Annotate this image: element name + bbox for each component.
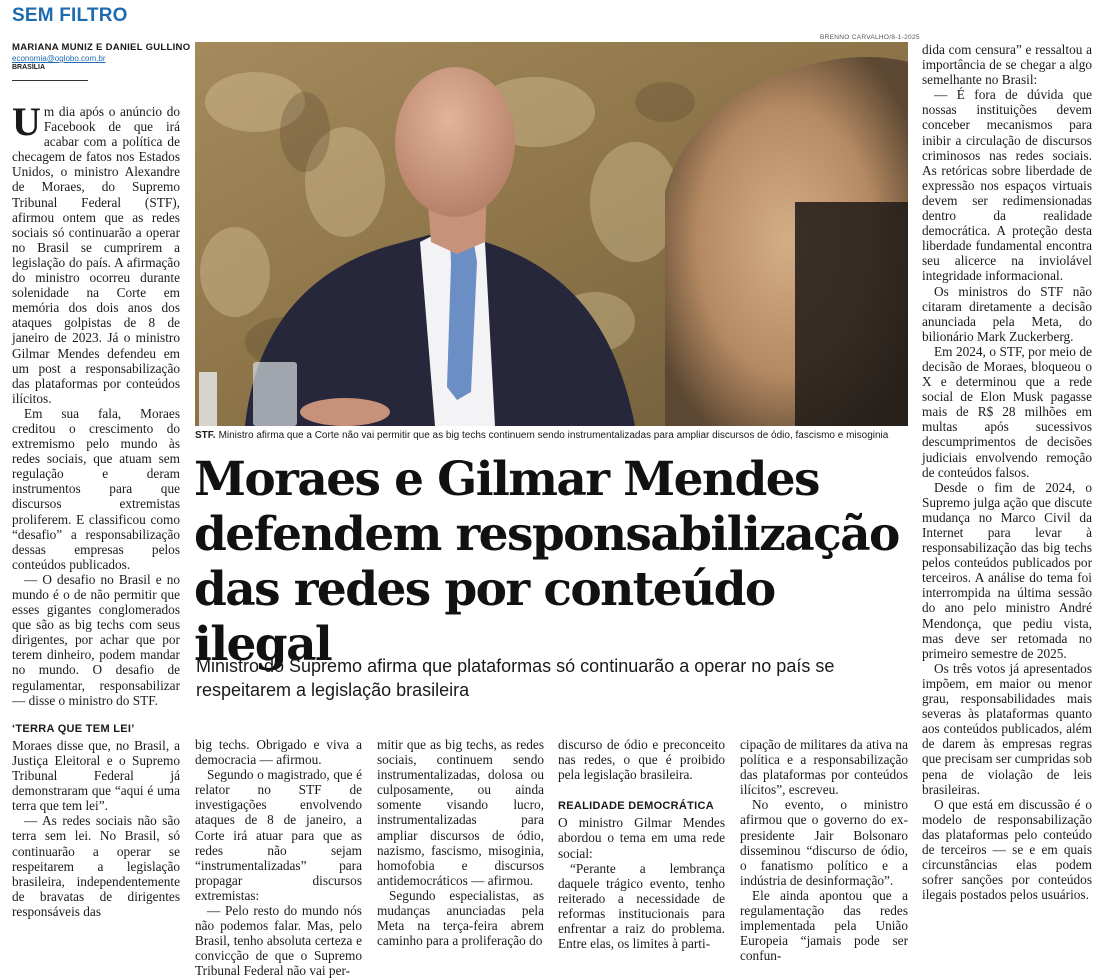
paragraph: — O desafio no Brasil e no mundo é o de não permitir que esses gigantes conglomerados que são as big techs com seus dirigentes, por achar que por terem dinheiro, podem mandar no mundo. O desafio de regulamentar, responsabilizar — disse o ministro do STF. xyxy=(12,571,180,708)
subhead: REALIDADE DEMOCRÁTICA xyxy=(558,800,715,813)
photo-credit: BRENNO CARVALHO/8-1-2025 xyxy=(820,34,920,41)
paragraph: No evento, o ministro afirmou que o governo do ex-presidente Jair Bolsonaro disseminou “discurso de ódio, o fanatismo político e a indústria de desinformação”. xyxy=(740,797,908,888)
caption-text: Ministro afirma que a Corte não vai permitir que as big techs continuem sendo instrumentalizadas para ampliar discursos de ódio, fascismo e misoginia xyxy=(218,430,889,441)
article-column-5 xyxy=(740,737,908,963)
dateline-city: BRASÍLIA xyxy=(12,64,46,71)
lead-paragraph: Um dia após o anúncio do Facebook de que irá acabar com a política de checagem de fatos nos Estados Unidos, o ministro Alexandre de Moraes, do Supremo Tribunal Federal (STF), afirmou ontem que as redes sociais só continuarão a operar no Brasil se cumprirem a legislação do país. A afirmação do ministro ocorreu durante solenidade na Corte em memória dos dois anos dos ataques golpistas de 8 de janeiro de 2023. Já o ministro Gilmar Mendes defendeu em um post a responsabilização das plataformas por conteúdos ilícitos. xyxy=(12,99,180,406)
subhead: ‘TERRA QUE TEM LEI’ xyxy=(12,722,135,735)
paragraph: mitir que as big techs, as redes sociais, continuem sendo instrumentalizadas, dolosa ou culposamente, ou ainda somente visando lucro, instrumentalizadas para ampliar discursos de ódio, nazismo, fascismo, misoginia, homofobia e discursos antidemocráticos — afirmou. xyxy=(377,737,544,888)
paragraph: — É fora de dúvida que nossas instituições devem conceber mecanismos para inibir a circulação de discursos criminosos nas redes sociais. As retóricas sobre liberdade de expressão nos espaços virtuais devem ser redimensionadas dentro da realidade democrática. A proteção desta liberdade fundamental encontra seu alicerce na inviolável integridade informacional. xyxy=(922,87,1092,284)
photo-caption xyxy=(195,430,908,441)
paragraph: “Perante a lembrança daquele trágico evento, tenho reiterado a necessidade de reformas institucionais para enfrentar a raiz do problema. Entre elas, os limites à parti- xyxy=(558,860,725,952)
byline-authors: MARIANA MUNIZ E DANIEL GULLINO xyxy=(12,42,191,53)
article-column-2 xyxy=(195,737,362,979)
paragraph: Segundo especialistas, as mudanças anunciadas pela Meta na terça-feira abrem caminho para a proliferação do xyxy=(377,887,544,949)
caption-label: STF. xyxy=(195,430,216,441)
paragraph: O ministro Gilmar Mendes abordou o tema em uma rede social: xyxy=(558,815,725,861)
author-email-link[interactable]: economia@oglobo.com.br xyxy=(12,54,106,63)
section-title: SEM FILTRO xyxy=(12,5,128,26)
paragraph: discurso de ódio e preconceito nas redes, o que é proibido pela legislação brasileira. xyxy=(558,737,725,783)
paragraph: dida com censura” e ressaltou a importância de se chegar a algo semelhante no Brasil: xyxy=(922,42,1092,88)
article-column-1 xyxy=(12,99,180,919)
paragraph: — Pelo resto do mundo nós não podemos falar. Mas, pelo Brasil, tenho absoluta certeza e convicção de que o Supremo Tribunal Federal não vai per- xyxy=(195,903,362,979)
paragraph: Segundo o magistrado, que é relator no STF de investigações envolvendo ataques de 8 de janeiro, a Corte irá atuar para que as redes não sejam “instrumentalizadas” para propagar discursos extremistas: xyxy=(195,767,362,903)
paragraph: Moraes disse que, no Brasil, a Justiça Eleitoral e o Supremo Tribunal Federal já demonstraram que “aqui é uma terra que tem lei”. xyxy=(12,737,180,814)
paragraph: cipação de militares da ativa na política e a responsabilização das plataformas por conteúdos ilícitos”, escreveu. xyxy=(740,737,908,798)
photo-illustration xyxy=(195,42,908,426)
paragraph: Em 2024, o STF, por meio de decisão de Moraes, bloqueou o X e determinou que a rede social de Elon Musk pagasse mais de R$ 28 milhões em multas após sucessivos descumprimentos de decisões judiciais envolvendo remoção de conteúdos falsos. xyxy=(922,343,1092,480)
paragraph: — As redes sociais não são terra sem lei. No Brasil, só continuarão a operar se respeitarem a legislação brasileira, independentemente de bravatas de dirigentes responsáveis das xyxy=(12,813,180,919)
article-photo xyxy=(195,42,908,426)
byline-divider xyxy=(12,80,88,81)
drop-cap: U xyxy=(12,99,41,144)
headline: Moraes e Gilmar Mendes defendem responsabilização das redes por conteúdo ilegal xyxy=(194,452,899,672)
article-column-4 xyxy=(558,737,725,951)
paragraph: Os três votos já apresentados impõem, em maior ou menor grau, responsabilidades mais severas às plataformas quanto aos conteúdos publicados, além de darem às empresas regras que precisam ser cumpridas sob pena de violação de leis brasileiras. xyxy=(922,660,1092,797)
paragraph: Em sua fala, Moraes creditou o crescimento do extremismo pelo mundo às redes sociais, que atuam sem regulação e deram instrumentos para que discursos extremistas proliferem. E classificou como “desafio” a responsabilização dessas empresas pelos conteúdos publicados. xyxy=(12,405,180,572)
paragraph: big techs. Obrigado e viva a democracia — afirmou. xyxy=(195,737,362,768)
deck-subtitle: Ministro do Supremo afirma que plataformas só continuarão a operar no país se respeitarem a legislação brasileira xyxy=(196,656,835,700)
article-column-6 xyxy=(922,42,1092,902)
article-column-3 xyxy=(377,737,544,948)
paragraph: Os ministros do STF não citaram diretamente a decisão anunciada pela Meta, do bilionário Mark Zuckerberg. xyxy=(922,283,1092,344)
paragraph: O que está em discussão é o modelo de responsabilização das plataformas pelo conteúdo de terceiros — se e em quais circunstâncias elas podem sofrer sanções por conteúdos ilegais postados pelos usuários. xyxy=(922,796,1092,903)
paragraph: Desde o fim de 2024, o Supremo julga ação que discute mudança no Marco Civil da Internet para levar à responsabilização das big techs pelos conteúdos publicados por terceiros. A análise do tema foi interrompida na última sessão do ano pelo ministro André Mendonça, que pediu vista, mas deve ser retomada no primeiro semestre de 2025. xyxy=(922,479,1092,661)
paragraph: Ele ainda apontou que a regulamentação das redes implementada pela União Europeia “jamais pode ser confun- xyxy=(740,887,908,964)
